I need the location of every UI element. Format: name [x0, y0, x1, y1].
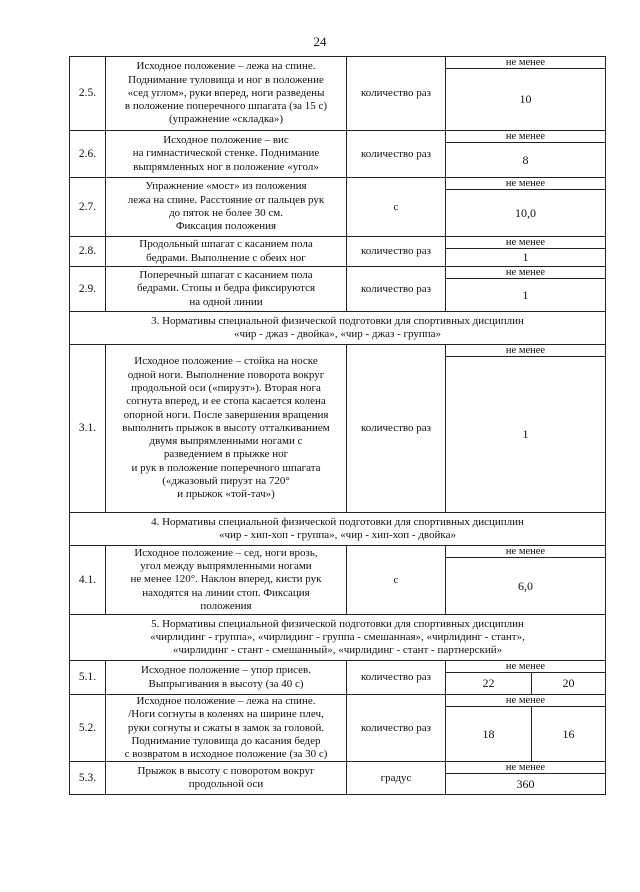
description-line: Исходное положение – лежа на спине. [136, 60, 316, 73]
description-line: продольной оси («пируэт»). Вторая нога [131, 381, 321, 394]
description-line: положения [200, 599, 252, 612]
section-header-row [70, 615, 606, 661]
description-line: Выпрыгивания в высоту (за 40 с) [148, 677, 304, 690]
section-header [70, 513, 606, 546]
norm-header: не менее [446, 131, 606, 143]
description-line: угол между выпрямленными ногами [140, 560, 312, 573]
description-line: Упражнение «мост» из положения [145, 180, 307, 193]
norm-header: не менее [446, 695, 606, 707]
description-line: Фиксация положения [175, 220, 277, 233]
description-line: не менее 120°. Наклон вперед, кисти рук [130, 573, 322, 586]
norm-number: 2.8. [70, 237, 106, 267]
unit-of-measure: количество раз [347, 131, 446, 178]
description-line: выпрямленных ног в положение «угол» [133, 160, 319, 173]
description-line: (упражнение «складка») [168, 113, 284, 126]
description-line: находятся на линии стоп. Фиксация [142, 586, 310, 599]
norm-header: не менее [446, 267, 606, 279]
norm-value: 1 [446, 357, 606, 513]
unit-of-measure: количество раз [347, 661, 446, 695]
norm-row [70, 661, 606, 673]
norm-value: 1 [446, 249, 606, 267]
norm-number: 2.9. [70, 267, 106, 312]
description-line: и рук в положение поперечного шпагата [131, 461, 321, 474]
description-line: согнута вперед, и ее стопа касается колена [126, 395, 326, 408]
description-line: Исходное положение – лежа на спине. [136, 695, 316, 707]
description-line: продольной оси [188, 778, 264, 791]
norm-number: 4.1. [70, 546, 106, 615]
norm-value: 20 [532, 673, 606, 695]
section-header-line: «чир - хип-хоп - группа», «чир - хип-хоп - двойка» [219, 529, 456, 541]
section-header-row [70, 513, 606, 546]
description-line: Исходное положение – упор присев. [141, 664, 311, 677]
norm-description [106, 57, 347, 131]
norm-header: не менее [446, 345, 606, 357]
description-line: «сед углом», руки вперед, ноги разведены [127, 86, 325, 99]
norm-value: 22 [446, 673, 532, 695]
norm-description [106, 131, 347, 178]
norm-number: 2.7. [70, 178, 106, 237]
unit-of-measure: количество раз [347, 695, 446, 762]
section-header-line: 4. Нормативы специальной физической подготовки для спортивных дисциплин [151, 516, 524, 528]
norm-row [70, 695, 606, 707]
norm-value: 16 [532, 707, 606, 762]
unit-of-measure: количество раз [347, 267, 446, 312]
norm-number: 2.6. [70, 131, 106, 178]
description-line: и прыжок «той-тач») [177, 488, 275, 501]
norm-number: 3.1. [70, 345, 106, 513]
description-line: Исходное положение – стойка на носке [134, 355, 318, 368]
norm-value: 8 [446, 143, 606, 178]
norm-number: 2.5. [70, 57, 106, 131]
unit-of-measure: с [347, 178, 446, 237]
description-line: Прыжок в высоту с поворотом вокруг [137, 765, 315, 778]
norm-value: 6,0 [446, 558, 606, 615]
section-header-row [70, 312, 606, 345]
unit-of-measure: количество раз [347, 237, 446, 267]
norm-row [70, 237, 606, 249]
norm-row [70, 546, 606, 558]
description-line: опорной ноги. После завершения вращения [123, 408, 329, 421]
norm-header: не менее [446, 661, 606, 673]
norm-description [106, 695, 347, 762]
description-line: руки согнуты и сжаты в замок за головой. [127, 721, 325, 734]
description-line: на гимнастической стенке. Поднимание [132, 147, 320, 160]
norm-value: 360 [446, 774, 606, 795]
description-line: в положение поперечного шпагата (за 15 с) [124, 100, 328, 113]
section-header-line: 5. Нормативы специальной физической подготовки для спортивных дисциплин [151, 618, 524, 630]
norm-value: 18 [446, 707, 532, 762]
unit-of-measure: с [347, 546, 446, 615]
norm-header: не менее [446, 546, 606, 558]
unit-of-measure: количество раз [347, 345, 446, 513]
description-line: Исходное положение – сед, ноги врозь, [134, 546, 318, 559]
description-line: на одной линии [189, 295, 263, 308]
description-line: двумя выпрямленными ногами с [149, 435, 303, 448]
norm-description [106, 762, 347, 795]
description-line: бедрами. Выполнение с обеих ног [146, 251, 306, 264]
section-header-line: «чирлидинг - группа», «чирлидинг - группа - смешанная», «чирлидинг - стант», [150, 631, 525, 643]
norm-row [70, 131, 606, 143]
norm-description [106, 237, 347, 267]
description-line: бедрами. Стопы и бедра фиксируются [136, 282, 316, 295]
description-line: («джазовый пируэт на 720° [162, 475, 290, 488]
norm-description [106, 178, 347, 237]
norm-header: не менее [446, 178, 606, 190]
norm-row [70, 762, 606, 774]
norm-value: 10,0 [446, 190, 606, 237]
section-header [70, 615, 606, 661]
description-line: Поднимание туловища и ног в положение [128, 73, 324, 86]
description-line: разведением в прыжке ног [163, 448, 289, 461]
unit-of-measure: количество раз [347, 57, 446, 131]
section-header-line: 3. Нормативы специальной физической подготовки для спортивных дисциплин [151, 315, 524, 327]
norm-header: не менее [446, 762, 606, 774]
norm-description [106, 546, 347, 615]
norm-value: 1 [446, 279, 606, 312]
description-line: с возвратом в исходное положение (за 30 с) [124, 748, 328, 761]
description-line: Исходное положение – вис [163, 134, 289, 147]
norm-description [106, 661, 347, 695]
norm-description [106, 267, 347, 312]
norm-description [106, 345, 347, 513]
description-line: одной ноги. Выполнение поворота вокруг [127, 368, 325, 381]
norm-row [70, 178, 606, 190]
norm-number: 5.2. [70, 695, 106, 762]
page-number: 24 [313, 34, 327, 49]
norms-table [69, 56, 606, 795]
description-line: выполнить прыжок в высоту отталкиванием [122, 421, 330, 434]
norm-value: 10 [446, 69, 606, 131]
norm-row [70, 267, 606, 279]
norm-number: 5.3. [70, 762, 106, 795]
norm-number: 5.1. [70, 661, 106, 695]
description-line: Поднимание туловища до касания бедер [131, 734, 321, 747]
norm-header: не менее [446, 237, 606, 249]
norm-row [70, 57, 606, 69]
description-line: /Ноги согнуты в коленях на ширине плеч, [128, 708, 324, 721]
description-line: лежа на спине. Расстояние от пальцев рук [127, 193, 325, 206]
section-header [70, 312, 606, 345]
norm-row [70, 345, 606, 357]
description-line: Поперечный шпагат с касанием пола [139, 269, 313, 282]
norm-header: не менее [446, 57, 606, 69]
section-header-line: «чир - джаз - двойка», «чир - джаз - группа» [233, 328, 442, 340]
description-line: до пяток не более 30 см. [169, 207, 283, 219]
unit-of-measure: градус [347, 762, 446, 795]
section-header-line: «чирлидинг - стант - смешанный», «чирлидинг - стант - партнерский» [172, 644, 503, 656]
description-line: Продольный шпагат с касанием пола [139, 238, 313, 251]
